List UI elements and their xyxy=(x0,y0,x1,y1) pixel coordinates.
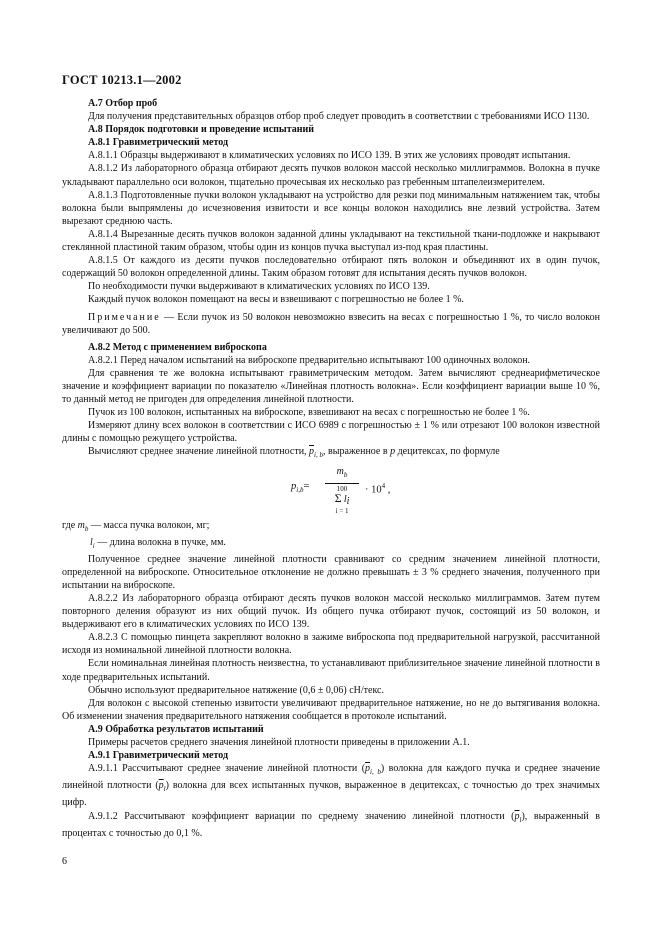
note-text: — Если пучок из 50 волокон невозможно взвесить на весах с погрешностью 1 %, то число волокон увеличивают до 500. xyxy=(62,311,600,336)
formula-legend: $l_i$ — длина волокна в пучке, мм. xyxy=(90,536,226,550)
fraction-bar xyxy=(325,483,359,484)
paragraph: По необходимости пучки выдерживают в климатических условиях по ИСО 139. xyxy=(88,281,430,293)
paragraph: Измеряют длину всех волокон в соответствии с ИСО 6989 с погрешностью ± 1 % или отрезают 100 волокон известной длины с помощью режущего устройства. xyxy=(62,420,600,445)
paragraph: А.8.1.2 Из лабораторного образца отбирают десять пучков волокон массой несколько миллиграммов. Волокна в пучке укладывают параллельно оси волокон, тщательно прочесывая их несколько раз гребенным штапелеизмерителем. xyxy=(62,163,600,188)
paragraph: А.8.2.2 Из лабораторного образца отбирают десять пучков волокон массой несколько миллиграммов. Затем путем повторного деления образуют из них общий пучок. Из общего пучка отбирают пучок, состоящий из 50 волокон, и выдерживают его в климатических условиях по ИСО 139. xyxy=(62,593,600,631)
section-heading-a8: А.8 Порядок подготовки и проведение испытаний xyxy=(88,124,315,136)
note xyxy=(62,311,600,337)
paragraph: А.8.1.3 Подготовленные пучки волокон укладывают на устройство для резки под минимальным натяжением так, чтобы волокна были выпрямлены до исчезновения извитости и все концы волокон находились вне лезвий устройства. Затем вырезают среднюю часть. xyxy=(62,189,600,227)
paragraph: Вычисляют среднее значение линейной плотности, $\overline{p}_{i, b}$, выраженное в p децитексах, по формуле xyxy=(88,446,500,460)
section-heading-a9: А.9 Обработка результатов испытаний xyxy=(88,723,264,735)
paragraph: А.8.1.5 От каждого из десяти пучков последовательно отбирают пять волокон и объединяют их в один пучок, содержащий 50 волокон определенной длины. Таким образом готовят для испытания десять пучков волокон. xyxy=(62,255,600,280)
section-heading-a7: А.7 Отбор проб xyxy=(88,98,158,109)
formula-rhs: · $10^4$ , xyxy=(365,481,391,496)
page-number: 6 xyxy=(62,856,67,867)
paragraph: Для сравнения те же волокна испытывают гравиметрическим методом. Затем вычисляют среднеарифметическое значение и коэффициент вариации по показателю «Линейная плотность волокна». Если коэффициент вариации выше 10 %, то данный метод не пригоден для определения линейной плотности. xyxy=(62,367,600,406)
paragraph: Каждый пучок волокон помещают на весы и взвешивают с погрешностью не более 1 %. xyxy=(88,294,464,306)
paragraph: А.8.1.1 Образцы выдерживают в климатических условиях по ИСО 139. В этих же условиях проводят испытания. xyxy=(88,150,571,162)
paragraph: А.8.2.1 Перед началом испытаний на виброскопе предварительно испытывают 100 одиночных волокон. xyxy=(88,354,531,366)
paragraph: А.8.2.3 С помощью пинцета закрепляют волокно в зажиме виброскопа под предварительной нагрузкой, рассчитанной исходя из номинальной линейной плотности волокна. xyxy=(62,632,600,657)
paragraph: Примеры расчетов среднего значения линейной плотности приведены в приложении А.1. xyxy=(88,737,470,749)
formula-fraction: $m_b$ 100 Σ $l_i$ i = 1 xyxy=(321,465,363,517)
paragraph: Пучок из 100 волокон, испытанных на виброскопе, взвешивают на весах с погрешностью не более 1 %. xyxy=(88,407,530,419)
document-header: ГОСТ 10213.1—2002 xyxy=(62,73,182,87)
paragraph: Для получения представительных образцов отбор проб следует проводить в соответствии с требованиями ИСО 1130. xyxy=(88,111,590,123)
paragraph: Полученное среднее значение линейной плотности сравнивают со средним значением линейной плотности, определенной на виброскопе. Относительное отклонение не должно превышать ± 3 % среднего значения, полученного при испытании на виброскопе. xyxy=(62,553,600,591)
paragraph: А.8.1.4 Вырезанные десять пучков волокон заданной длины укладывают на текстильной ткани-подложке и накрывают стеклянной пластиной таким образом, чтобы один из концов пучка выступал из-под края пластины. xyxy=(62,228,600,254)
paragraph: А.9.1.2 Рассчитывают коэффициент вариации по среднему значению линейной плотности $(\overline{p}_l)$, выраженный в процентах с точностью до 0,1 %. xyxy=(62,810,600,839)
subsection-heading-a82: А.8.2 Метод с применением виброскопа xyxy=(88,341,267,353)
section-heading-a91: А.9.1 Гравиметрический метод xyxy=(88,750,229,762)
formula-lhs: $p_{i,b}=$ xyxy=(291,480,310,494)
document-body xyxy=(62,97,600,840)
paragraph: Обычно используют предварительное натяжение (0,6 ± 0,06) сН/текс. xyxy=(88,684,384,696)
formula-legend: где $m_b$ — масса пучка волокон, мг; xyxy=(62,519,210,533)
note-label: Примечание xyxy=(88,311,161,323)
paragraph: Если номинальная линейная плотность неизвестна, то устанавливают приблизительное значение линейной плотности в ходе предварительных испытаний. xyxy=(62,658,600,683)
section-heading-a81: А.8.1 Гравиметрический метод xyxy=(88,137,229,149)
formula xyxy=(62,463,600,519)
paragraph: Для волокон с высокой степенью извитости увеличивают предварительное натяжение, но не до вытягивания волокна. Об изменении значения предварительного натяжения сообщается в протоколе испытаний. xyxy=(62,697,600,722)
paragraph: А.9.1.1 Рассчитывают среднее значение линейной плотности $(\overline{p}_{i, b})$ волокна для каждого пучка и среднее значение линейной плотности $(\overline{p}_l)$ волокна для всех испытанных пучков, выраженное в децитексах, с точностью до трех значимых цифр. xyxy=(62,763,600,809)
